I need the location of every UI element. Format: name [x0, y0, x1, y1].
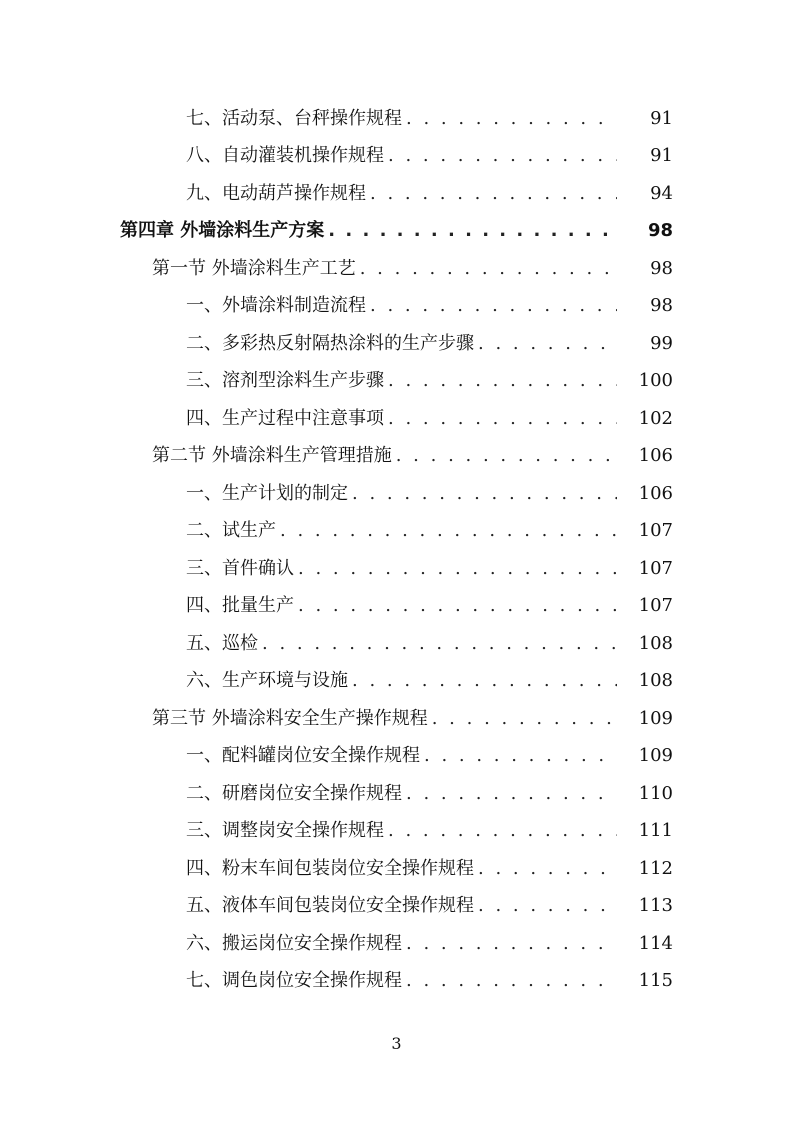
toc-dot-leader	[370, 295, 617, 317]
toc-subsection-entry[interactable]	[0, 738, 793, 776]
toc-subsection-entry[interactable]	[0, 175, 793, 213]
toc-entry-page-number: 107	[638, 520, 673, 542]
toc-dot-leader	[388, 408, 617, 430]
toc-dot-leader	[432, 708, 617, 730]
toc-subsection-entry[interactable]	[0, 100, 793, 138]
toc-entry-page-number: 107	[638, 595, 673, 617]
toc-entry-title: 七、调色岗位安全操作规程	[186, 970, 402, 992]
toc-dot-leader	[298, 558, 617, 580]
toc-subsection-entry[interactable]	[0, 400, 793, 438]
toc-dot-leader	[280, 520, 617, 542]
toc-subsection-entry[interactable]	[0, 888, 793, 926]
toc-subsection-entry[interactable]	[0, 588, 793, 626]
toc-dot-leader	[396, 445, 617, 467]
toc-subsection-entry[interactable]	[0, 325, 793, 363]
toc-entry-page-number: 109	[638, 745, 673, 767]
toc-entry-title: 五、巡检	[186, 632, 258, 654]
toc-subsection-entry[interactable]	[0, 925, 793, 963]
toc-entry-page-number: 112	[638, 857, 673, 879]
toc-entry-page-number: 106	[638, 482, 673, 504]
toc-dot-leader	[478, 858, 617, 880]
toc-dot-leader	[406, 933, 617, 955]
toc-entry-title: 四、批量生产	[186, 595, 294, 617]
toc-entry-title: 二、多彩热反射隔热涂料的生产步骤	[186, 332, 474, 354]
toc-entry-page-number: 98	[650, 295, 673, 317]
toc-dot-leader	[388, 820, 617, 842]
toc-entry-title: 四、粉末车间包装岗位安全操作规程	[186, 857, 474, 879]
toc-section-entry[interactable]	[0, 700, 793, 738]
toc-dot-leader	[298, 595, 617, 617]
toc-dot-leader	[328, 220, 617, 242]
toc-entry-page-number: 108	[638, 632, 673, 654]
toc-subsection-entry[interactable]	[0, 363, 793, 401]
toc-entry-title: 五、液体车间包装岗位安全操作规程	[186, 895, 474, 917]
toc-entry-page-number: 106	[638, 445, 673, 467]
toc-subsection-entry[interactable]	[0, 850, 793, 888]
toc-dot-leader	[424, 745, 617, 767]
toc-entry-title: 三、溶剂型涂料生产步骤	[186, 370, 384, 392]
toc-entry-page-number: 114	[638, 932, 673, 954]
toc-entry-page-number: 100	[638, 370, 673, 392]
toc-entry-title: 第三节 外墙涂料安全生产操作规程	[152, 707, 428, 729]
toc-entry-page-number: 115	[638, 970, 673, 992]
table-of-contents	[0, 100, 793, 1000]
page-number: 3	[391, 1034, 402, 1053]
toc-subsection-entry[interactable]	[0, 475, 793, 513]
toc-entry-page-number: 102	[638, 407, 673, 429]
toc-entry-page-number: 109	[638, 707, 673, 729]
toc-entry-title: 三、调整岗安全操作规程	[186, 820, 384, 842]
toc-entry-title: 一、配料罐岗位安全操作规程	[186, 745, 420, 767]
toc-chapter-entry[interactable]	[0, 213, 793, 251]
toc-entry-page-number: 108	[638, 670, 673, 692]
toc-subsection-entry[interactable]	[0, 775, 793, 813]
toc-subsection-entry[interactable]	[0, 625, 793, 663]
toc-section-entry[interactable]	[0, 438, 793, 476]
toc-entry-title: 第一节 外墙涂料生产工艺	[152, 257, 356, 279]
toc-entry-page-number: 98	[650, 257, 673, 279]
toc-entry-title: 二、研磨岗位安全操作规程	[186, 782, 402, 804]
toc-dot-leader	[370, 183, 617, 205]
toc-dot-leader	[388, 145, 617, 167]
toc-dot-leader	[406, 108, 617, 130]
toc-dot-leader	[388, 370, 617, 392]
toc-entry-title: 八、自动灌装机操作规程	[186, 145, 384, 167]
toc-entry-page-number: 94	[650, 182, 673, 204]
toc-entry-page-number: 99	[650, 332, 673, 354]
toc-subsection-entry[interactable]	[0, 513, 793, 551]
toc-section-entry[interactable]	[0, 250, 793, 288]
toc-subsection-entry[interactable]	[0, 813, 793, 851]
toc-entry-page-number: 111	[638, 820, 673, 842]
toc-entry-title: 三、首件确认	[186, 557, 294, 579]
toc-dot-leader	[478, 333, 617, 355]
toc-entry-title: 一、外墙涂料制造流程	[186, 295, 366, 317]
toc-entry-title: 一、生产计划的制定	[186, 482, 348, 504]
toc-entry-page-number: 113	[638, 895, 673, 917]
toc-subsection-entry[interactable]	[0, 663, 793, 701]
toc-entry-title: 二、试生产	[186, 520, 276, 542]
toc-entry-title: 六、搬运岗位安全操作规程	[186, 932, 402, 954]
toc-dot-leader	[478, 895, 617, 917]
toc-subsection-entry[interactable]	[0, 138, 793, 176]
toc-dot-leader	[352, 670, 617, 692]
toc-subsection-entry[interactable]	[0, 963, 793, 1001]
toc-entry-title: 第二节 外墙涂料生产管理措施	[152, 445, 392, 467]
toc-dot-leader	[360, 258, 617, 280]
toc-entry-page-number: 98	[647, 220, 673, 242]
toc-entry-title: 六、生产环境与设施	[186, 670, 348, 692]
toc-subsection-entry[interactable]	[0, 550, 793, 588]
toc-entry-page-number: 91	[650, 145, 673, 167]
toc-dot-leader	[406, 970, 617, 992]
toc-entry-title: 第四章 外墙涂料生产方案	[120, 220, 325, 242]
toc-entry-title: 七、活动泵、台秤操作规程	[186, 107, 402, 129]
toc-entry-page-number: 91	[650, 107, 673, 129]
toc-dot-leader	[406, 783, 617, 805]
toc-entry-page-number: 110	[638, 782, 673, 804]
toc-dot-leader	[352, 483, 617, 505]
toc-entry-page-number: 107	[638, 557, 673, 579]
toc-subsection-entry[interactable]	[0, 288, 793, 326]
toc-entry-title: 九、电动葫芦操作规程	[186, 182, 366, 204]
toc-entry-title: 四、生产过程中注意事项	[186, 407, 384, 429]
toc-dot-leader	[262, 633, 617, 655]
